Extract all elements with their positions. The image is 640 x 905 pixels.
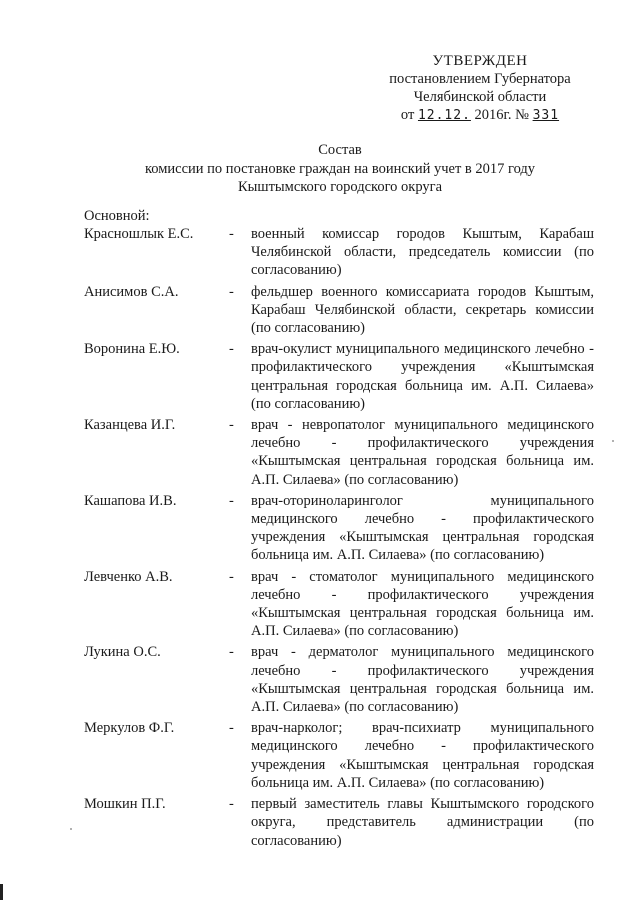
member-name: Казанцева И.Г. [84,417,176,434]
title-line-1: Состав [318,142,362,158]
date-prefix: от [400,107,415,123]
member-row [84,795,594,850]
member-dash: - [229,720,234,737]
member-name: Меркулов Ф.Г. [84,720,175,737]
section-label: Основной: [84,208,150,224]
member-row [84,225,594,280]
member-name: Анисимов С.А. [84,283,179,300]
date-suffix: 2016г. № [474,107,529,123]
scan-speck [612,440,614,442]
member-row [84,416,594,489]
member-dash: - [229,492,234,509]
member-dash: - [229,644,234,661]
member-name: Левченко А.В. [84,568,173,585]
scan-speck [70,828,72,830]
member-role: врач-оториноларинголог муниципального медицинского лечебно - профилактического учреждения «Кыштымская центральная городская больница им. А.П. Силаева» (по согласованию) [251,492,594,564]
member-name: Мошкин П.Г. [84,796,166,813]
member-row [84,492,594,565]
title-line-3: Кыштымского городского округа [237,179,443,195]
handwritten-date: 12.12. [417,108,471,123]
member-name: Кашапова И.В. [84,492,177,509]
member-role: врач-нарколог; врач-психиатр муниципального медицинского лечебно - профилактического учреждения «Кыштымская центральная городская больница им. А.П. Силаева» (по согласованию) [251,720,594,791]
member-dash: - [229,283,234,300]
member-row [84,283,594,338]
approval-heading: УТВЕРЖДЕН [432,53,528,69]
member-role: врач - дерматолог муниципального медицинского лечебно - профилактического учреждения «Кыштымская центральная городская больница им. А.П. Силаева» (по согласованию) [251,644,594,716]
member-dash: - [229,796,234,813]
member-row [84,568,594,641]
member-row [84,719,594,792]
document-title [60,141,620,197]
member-role: первый заместитель главы Кыштымского городского округа, представитель администрации (по согласованию) [251,796,594,849]
approval-date-line [370,106,590,125]
member-role: врач-окулист муниципального медицинского лечебно - профилактического учреждения «Кыштымская центральная городская больница им. А.П. Силаева» (по согласованию) [251,341,594,412]
member-row [84,643,594,716]
member-role: врач - невропатолог муниципального медицинского лечебно - профилактического учреждения «Кыштымская центральная городская больница им. А.П. Силаева» (по согласованию) [251,417,594,488]
handwritten-number: 331 [532,108,560,123]
member-name: Красношлык Е.С. [84,226,194,242]
member-role: врач - стоматолог муниципального медицинского лечебно - профилактического учреждения «Кыштымская центральная городская больница им. А.П. Силаева» (по согласованию) [251,568,594,640]
member-row [84,340,594,413]
member-name: Лукина О.С. [84,644,161,661]
members-list [84,225,594,853]
member-role: фельдшер военного комиссариата городов Кыштым, Карабаш Челябинской области, секретарь комиссии (по согласованию) [251,283,594,337]
approval-line-1: постановлением Губернатора [389,71,571,87]
title-line-2: комиссии по постановке граждан на воинский учет в 2017 году [144,160,536,177]
member-dash: - [229,417,234,434]
member-role: военный комиссар городов Кыштым, Карабаш Челябинской области, председатель комиссии (по согласованию) [251,226,594,279]
member-dash: - [229,226,234,242]
member-name: Воронина Е.Ю. [84,341,180,358]
scan-edge-mark [0,884,3,900]
member-dash: - [229,568,234,585]
approval-line-2: Челябинской области [413,89,547,105]
member-dash: - [229,341,234,358]
approval-stamp-block [370,52,590,125]
